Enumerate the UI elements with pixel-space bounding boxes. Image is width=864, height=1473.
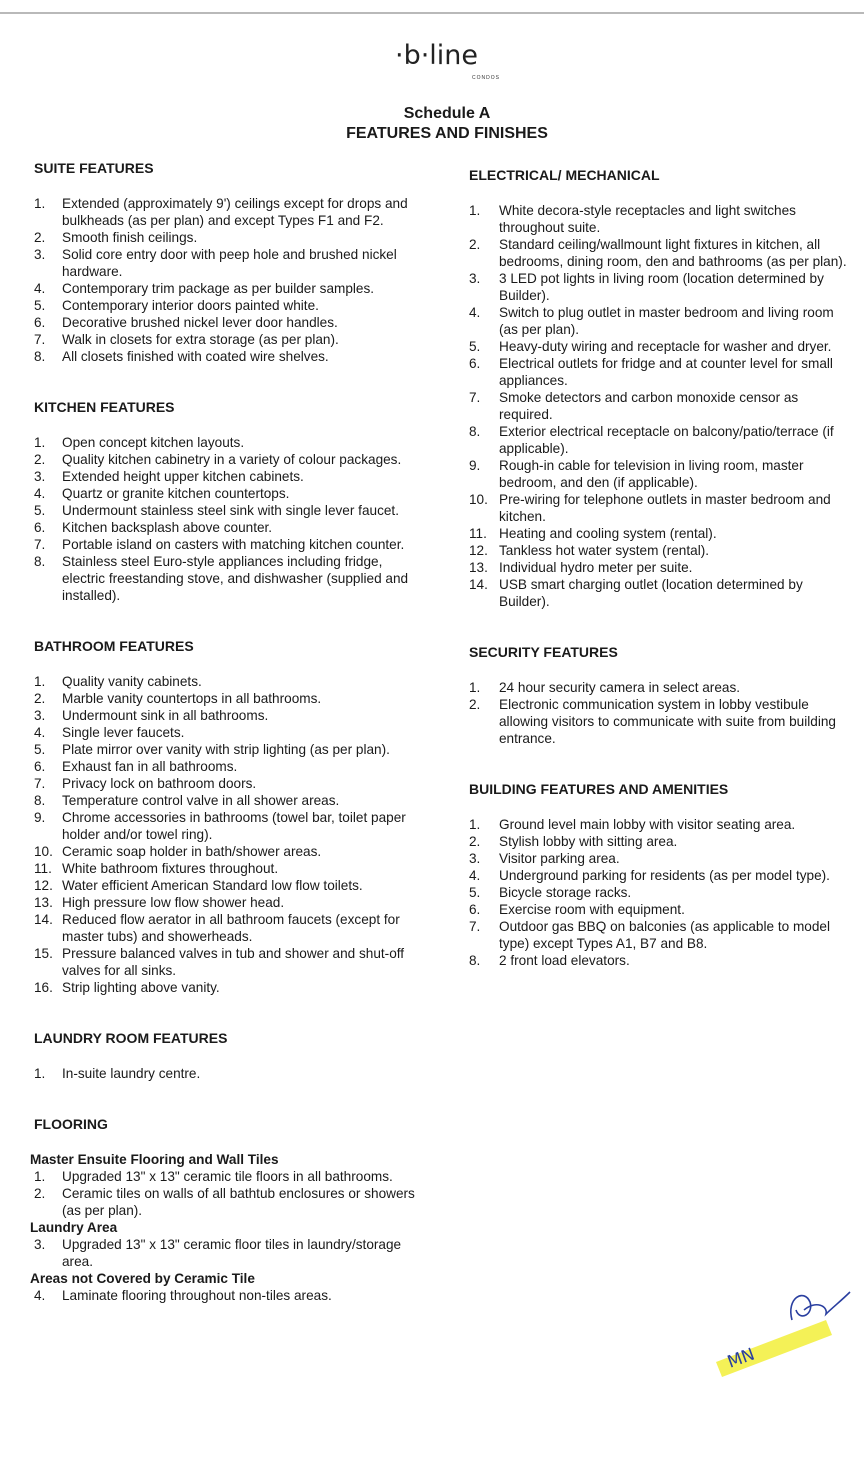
list-item: [465, 850, 850, 867]
item-number: 12.: [469, 543, 488, 558]
item-text: Reduced flow aerator in all bathroom faucets (except for master tubs) and showerheads.: [62, 912, 400, 944]
list-item: [30, 280, 425, 297]
item-text: Underground parking for residents (as per model type).: [499, 868, 830, 883]
item-number: 11.: [34, 861, 52, 876]
list-item: [30, 843, 425, 860]
item-number: 2.: [34, 452, 46, 467]
feature-list: [465, 679, 850, 747]
item-text: Portable island on casters with matching kitchen counter.: [62, 537, 405, 552]
section-heading: ELECTRICAL/ MECHANICAL: [469, 167, 660, 183]
item-text: USB smart charging outlet (location determined by Builder).: [499, 577, 803, 609]
item-number: 8.: [469, 953, 481, 968]
list-item: [465, 576, 850, 610]
item-number: 6.: [34, 759, 46, 774]
feature-list: [30, 1287, 425, 1304]
item-number: 5.: [34, 742, 46, 757]
right-column: [465, 167, 850, 969]
list-item: [465, 236, 850, 270]
item-text: Outdoor gas BBQ on balconies (as applicable to model type) except Types A1, B7 and B8.: [499, 919, 830, 951]
item-text: Exterior electrical receptacle on balcony/patio/terrace (if applicable).: [499, 424, 834, 456]
list-item: [465, 833, 850, 850]
left-column: [30, 160, 425, 1304]
list-item: [465, 491, 850, 525]
list-item: [465, 952, 850, 969]
item-number: 4.: [469, 868, 481, 883]
item-number: 7.: [34, 332, 46, 347]
item-number: 3.: [469, 851, 481, 866]
item-text: Smoke detectors and carbon monoxide censor as required.: [499, 390, 799, 422]
initials-text: MN: [724, 1344, 758, 1373]
item-number: 4.: [469, 305, 481, 320]
item-text: Stylish lobby with sitting area.: [499, 834, 678, 849]
list-item: [30, 451, 425, 468]
item-number: 3.: [34, 708, 46, 723]
list-item: [465, 389, 850, 423]
item-number: 1.: [469, 680, 481, 695]
feature-list: [30, 673, 425, 996]
item-text: Bicycle storage racks.: [499, 885, 632, 900]
item-number: 12.: [34, 878, 53, 893]
list-item: [30, 348, 425, 365]
item-text: Strip lighting above vanity.: [62, 980, 220, 995]
item-number: 6.: [469, 356, 481, 371]
item-number: 6.: [469, 902, 481, 917]
item-number: 2.: [34, 691, 46, 706]
item-text: Open concept kitchen layouts.: [62, 435, 245, 450]
list-item: [30, 911, 425, 945]
item-text: Water efficient American Standard low flow toilets.: [62, 878, 363, 893]
list-item: [30, 707, 425, 724]
item-number: 2.: [34, 1186, 46, 1201]
list-item: [465, 679, 850, 696]
list-item: [30, 741, 425, 758]
list-item: [30, 809, 425, 843]
item-text: Quality kitchen cabinetry in a variety of colour packages.: [62, 452, 402, 467]
item-text: Ground level main lobby with visitor seating area.: [499, 817, 796, 832]
list-item: [30, 502, 425, 519]
list-item: [465, 338, 850, 355]
item-text: Tankless hot water system (rental).: [499, 543, 710, 558]
item-number: 5.: [34, 298, 46, 313]
item-text: Upgraded 13" x 13" ceramic floor tiles in laundry/storage area.: [62, 1237, 402, 1269]
list-item: [30, 945, 425, 979]
item-text: Switch to plug outlet in master bedroom and living room (as per plan).: [499, 305, 834, 337]
item-text: Decorative brushed nickel lever door handles.: [62, 315, 338, 330]
item-text: High pressure low flow shower head.: [62, 895, 285, 910]
list-item: [465, 304, 850, 338]
list-item: [465, 918, 850, 952]
initials-signature: [708, 1280, 858, 1390]
item-number: 16.: [34, 980, 53, 995]
list-item: [30, 195, 425, 229]
list-item: [30, 690, 425, 707]
item-number: 7.: [469, 390, 481, 405]
list-item: [30, 979, 425, 996]
list-item: [465, 884, 850, 901]
list-item: [30, 894, 425, 911]
item-text: Heavy-duty wiring and receptacle for washer and dryer.: [499, 339, 832, 354]
item-number: 1.: [34, 1066, 46, 1081]
doc-title: Schedule A: [403, 105, 491, 122]
item-number: 7.: [34, 537, 46, 552]
item-text: Electrical outlets for fridge and at counter level for small appliances.: [499, 356, 833, 388]
item-number: 3.: [34, 247, 46, 262]
list-item: [30, 229, 425, 246]
list-item: [465, 202, 850, 236]
feature-list: [30, 434, 425, 604]
list-item: [465, 423, 850, 457]
item-number: 11.: [469, 526, 487, 541]
item-number: 2.: [469, 834, 481, 849]
item-text: Contemporary interior doors painted white.: [62, 298, 319, 313]
item-number: 1.: [469, 203, 481, 218]
feature-list: [30, 1065, 425, 1082]
item-number: 8.: [34, 349, 46, 364]
list-item: [30, 1065, 425, 1082]
item-text: Chrome accessories in bathrooms (towel bar, toilet paper holder and/or towel ring).: [62, 810, 406, 842]
item-text: Upgraded 13" x 13" ceramic tile floors in all bathrooms.: [62, 1169, 393, 1184]
item-text: Single lever faucets.: [62, 725, 185, 740]
item-number: 3.: [469, 271, 481, 286]
item-text: In-suite laundry centre.: [62, 1066, 201, 1081]
item-text: Pressure balanced valves in tub and shower and shut-off valves for all sinks.: [62, 946, 405, 978]
item-text: Electronic communication system in lobby vestibule allowing visitors to communicate with suite from building entrance.: [499, 697, 836, 746]
item-text: Undermount stainless steel sink with single lever faucet.: [62, 503, 399, 518]
brand-logo-sub: CONDOS: [472, 75, 500, 81]
list-item: [30, 536, 425, 553]
list-item: [30, 297, 425, 314]
section-heading: LAUNDRY ROOM FEATURES: [34, 1030, 228, 1046]
list-item: [30, 792, 425, 809]
list-item: [465, 901, 850, 918]
list-item: [30, 775, 425, 792]
item-text: Privacy lock on bathroom doors.: [62, 776, 257, 791]
feature-list: [465, 202, 850, 610]
item-text: Contemporary trim package as per builder samples.: [62, 281, 375, 296]
section-heading: SUITE FEATURES: [34, 160, 154, 176]
item-text: Marble vanity countertops in all bathrooms.: [62, 691, 322, 706]
item-text: Plate mirror over vanity with strip lighting (as per plan).: [62, 742, 390, 757]
item-number: 2.: [34, 230, 46, 245]
item-text: White decora-style receptacles and light switches throughout suite.: [499, 203, 796, 235]
list-item: [30, 434, 425, 451]
item-text: Stainless steel Euro-style appliances including fridge, electric freestanding stove, and dishwasher (supplied and installed).: [62, 554, 409, 603]
list-item: [30, 485, 425, 502]
item-text: 24 hour security camera in select areas.: [499, 680, 741, 695]
item-text: Visitor parking area.: [499, 851, 620, 866]
subsection-heading: Laundry Area: [30, 1220, 118, 1235]
item-number: 14.: [34, 912, 53, 927]
item-number: 10.: [469, 492, 488, 507]
item-number: 9.: [34, 810, 46, 825]
list-item: [30, 468, 425, 485]
subsection-heading: Master Ensuite Flooring and Wall Tiles: [30, 1152, 279, 1167]
list-item: [30, 673, 425, 690]
item-text: All closets finished with coated wire shelves.: [62, 349, 329, 364]
item-number: 1.: [469, 817, 481, 832]
list-item: [465, 696, 850, 747]
item-text: Solid core entry door with peep hole and brushed nickel hardware.: [62, 247, 397, 279]
list-item: [30, 758, 425, 775]
item-number: 8.: [469, 424, 481, 439]
feature-list: [30, 195, 425, 365]
item-text: Exercise room with equipment.: [499, 902, 685, 917]
feature-list: [465, 816, 850, 969]
item-number: 1.: [34, 196, 46, 211]
list-item: [30, 553, 425, 604]
item-number: 4.: [34, 725, 46, 740]
item-text: Extended height upper kitchen cabinets.: [62, 469, 304, 484]
item-number: 3.: [34, 1237, 46, 1252]
item-number: 8.: [34, 793, 46, 808]
item-number: 1.: [34, 674, 46, 689]
list-item: [465, 542, 850, 559]
item-text: Temperature control valve in all shower areas.: [62, 793, 340, 808]
list-item: [30, 314, 425, 331]
item-number: 1.: [34, 435, 46, 450]
brand-logo: ·b·line: [395, 40, 479, 71]
item-text: Smooth finish ceilings.: [62, 230, 198, 245]
item-text: Rough-in cable for television in living room, master bedroom, and den (if applicable).: [499, 458, 804, 490]
item-text: 2 front load elevators.: [499, 953, 630, 968]
item-text: 3 LED pot lights in living room (location determined by Builder).: [499, 271, 824, 303]
item-text: Walk in closets for extra storage (as per plan).: [62, 332, 339, 347]
item-text: Ceramic tiles on walls of all bathtub enclosures or showers (as per plan).: [62, 1186, 415, 1218]
item-text: Ceramic soap holder in bath/shower areas.: [62, 844, 322, 859]
item-number: 14.: [469, 577, 488, 592]
item-number: 7.: [469, 919, 481, 934]
item-number: 13.: [469, 560, 488, 575]
item-text: Individual hydro meter per suite.: [499, 560, 693, 575]
list-item: [30, 1236, 425, 1270]
list-item: [465, 559, 850, 576]
item-text: Heating and cooling system (rental).: [499, 526, 717, 541]
item-number: 5.: [469, 339, 481, 354]
item-number: 8.: [34, 554, 46, 569]
item-number: 2.: [469, 697, 481, 712]
item-text: Extended (approximately 9') ceilings except for drops and bulkheads (as per plan) and except Types F1 and F2.: [62, 196, 408, 228]
list-item: [30, 860, 425, 877]
item-text: Quality vanity cabinets.: [62, 674, 202, 689]
list-item: [465, 270, 850, 304]
list-item: [465, 355, 850, 389]
subsection-heading: Areas not Covered by Ceramic Tile: [30, 1271, 255, 1286]
list-item: [30, 331, 425, 348]
section-heading: SECURITY FEATURES: [469, 644, 618, 660]
item-text: Quartz or granite kitchen countertops.: [62, 486, 290, 501]
list-item: [465, 816, 850, 833]
item-number: 13.: [34, 895, 53, 910]
item-text: White bathroom fixtures throughout.: [62, 861, 279, 876]
list-item: [30, 1185, 425, 1219]
item-number: 4.: [34, 486, 46, 501]
item-number: 7.: [34, 776, 46, 791]
feature-list: [30, 1236, 425, 1270]
list-item: [465, 867, 850, 884]
section-heading: BATHROOM FEATURES: [34, 638, 194, 654]
list-item: [30, 246, 425, 280]
item-number: 10.: [34, 844, 53, 859]
item-number: 4.: [34, 1288, 46, 1303]
list-item: [30, 877, 425, 894]
item-text: Kitchen backsplash above counter.: [62, 520, 273, 535]
section-heading: KITCHEN FEATURES: [34, 399, 175, 415]
item-number: 5.: [469, 885, 481, 900]
item-number: 1.: [34, 1169, 46, 1184]
item-number: 6.: [34, 315, 46, 330]
list-item: [465, 457, 850, 491]
item-text: Laminate flooring throughout non-tiles areas.: [62, 1288, 332, 1303]
list-item: [30, 519, 425, 536]
item-number: 3.: [34, 469, 46, 484]
item-text: Standard ceiling/wallmount light fixtures in kitchen, all bedrooms, dining room, den and bathrooms (as per plan).: [499, 237, 847, 269]
item-text: Exhaust fan in all bathrooms.: [62, 759, 238, 774]
doc-subtitle: FEATURES AND FINISHES: [346, 125, 548, 142]
item-text: Undermount sink in all bathrooms.: [62, 708, 269, 723]
item-number: 6.: [34, 520, 46, 535]
item-number: 9.: [469, 458, 481, 473]
item-text: Pre-wiring for telephone outlets in master bedroom and kitchen.: [499, 492, 831, 524]
list-item: [30, 724, 425, 741]
section-heading: FLOORING: [34, 1116, 108, 1132]
item-number: 15.: [34, 946, 53, 961]
item-number: 2.: [469, 237, 481, 252]
list-item: [30, 1287, 425, 1304]
item-number: 5.: [34, 503, 46, 518]
scan-line: [0, 12, 864, 14]
list-item: [30, 1168, 425, 1185]
item-number: 4.: [34, 281, 46, 296]
section-heading: BUILDING FEATURES AND AMENITIES: [469, 781, 729, 797]
feature-list: [30, 1168, 425, 1219]
list-item: [465, 525, 850, 542]
